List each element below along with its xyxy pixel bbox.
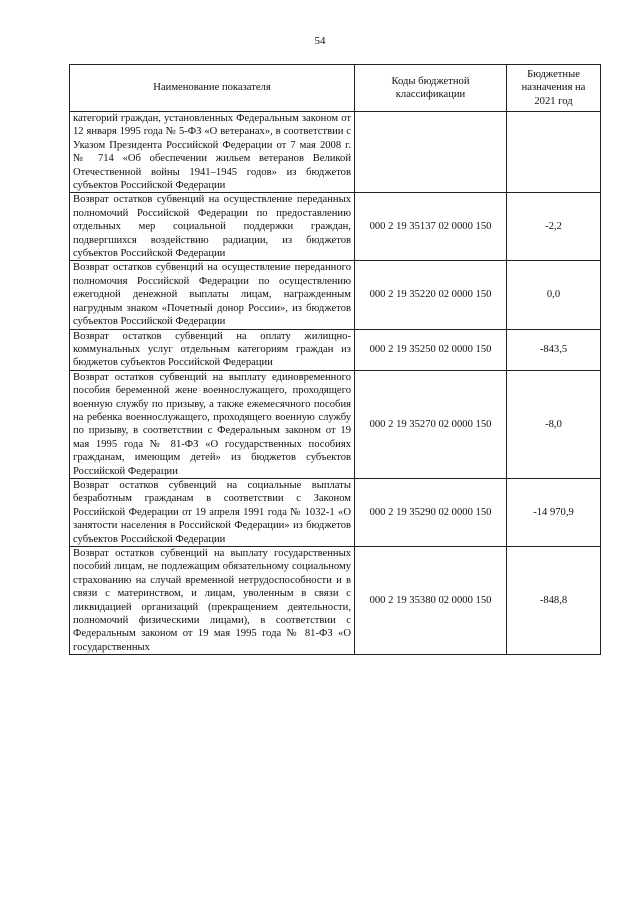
table-row — [70, 193, 601, 261]
table-row — [70, 547, 601, 655]
budget-table — [69, 64, 601, 655]
row-code: 000 2 19 35250 02 0000 150 — [355, 329, 507, 370]
row-code: 000 2 19 35137 02 0000 150 — [355, 193, 507, 261]
row-name: Возврат остатков субвенций на осуществление переданных полномочий Российской Федерации по предоставлению отдельных мер социальной поддержки граждан, подвергшихся воздействию радиации, из бюджетов субъектов Российской Федерации — [70, 193, 355, 261]
row-name: Возврат остатков субвенций на выплату единовременного пособия беременной жене военнослужащего, проходящего военную службу по призыву, а также ежемесячного пособия на ребенка военнослужащего, проходящего военную службу по призыву, в соответствии с Федеральным законом от 19 мая 1995 года № 81-ФЗ «О государственных пособиях гражданам, имеющим детей» из бюджетов субъектов Российской Федерации — [70, 370, 355, 478]
row-name: Возврат остатков субвенций на социальные выплаты безработным гражданам в соответствии с Законом Российской Федерации от 19 апреля 1991 года № 1032-1 «О занятости населения в Российской Федерации» из бюджетов субъектов Российской Федерации — [70, 478, 355, 546]
row-code: 000 2 19 35380 02 0000 150 — [355, 547, 507, 655]
header-amount: Бюджетные назначения на 2021 год — [507, 65, 601, 112]
row-code: 000 2 19 35270 02 0000 150 — [355, 370, 507, 478]
table-row — [70, 112, 601, 193]
row-amount: -2,2 — [507, 193, 601, 261]
table-row — [70, 261, 601, 329]
table-row — [70, 329, 601, 370]
row-name: Возврат остатков субвенций на оплату жилищно-коммунальных услуг отдельным категориям граждан из бюджетов субъектов Российской Федерации — [70, 329, 355, 370]
row-code: 000 2 19 35220 02 0000 150 — [355, 261, 507, 329]
row-amount: -14 970,9 — [507, 478, 601, 546]
row-code — [355, 112, 507, 193]
table-row — [70, 370, 601, 478]
row-amount — [507, 112, 601, 193]
table-header-row — [70, 65, 601, 112]
header-name: Наименование показателя — [70, 65, 355, 112]
header-code: Коды бюджетной классификации — [355, 65, 507, 112]
row-amount: -843,5 — [507, 329, 601, 370]
page-number: 54 — [314, 35, 326, 47]
row-name: Возврат остатков субвенций на осуществление переданного полномочия Российской Федерации по осуществлению ежегодной денежной выплаты лицам, награжденным нагрудным знаком «Почетный донор России», из бюджетов субъектов Российской Федерации — [70, 261, 355, 329]
table-row — [70, 478, 601, 546]
row-amount: 0,0 — [507, 261, 601, 329]
row-name: категорий граждан, установленных Федеральным законом от 12 января 1995 года № 5-ФЗ «О ветеранах», в соответствии с Указом Президента Российской Федерации от 7 мая 2008 г. № 714 «Об обеспечении жильем ветеранов Великой Отечественной войны 1941–1945 годов» из бюджетов субъектов Российской Федерации — [70, 112, 355, 193]
row-amount: -8,0 — [507, 370, 601, 478]
row-code: 000 2 19 35290 02 0000 150 — [355, 478, 507, 546]
row-name: Возврат остатков субвенций на выплату государственных пособий лицам, не подлежащим обязательному социальному страхованию на случай временной нетрудоспособности и в связи с материнством, и лицам, уволенным в связи с ликвидацией организаций (прекращением деятельности, полномочий физическими лицами), в соответствии с Федеральным законом от 19 мая 1995 года № 81-ФЗ «О государственных — [70, 547, 355, 655]
row-amount: -848,8 — [507, 547, 601, 655]
